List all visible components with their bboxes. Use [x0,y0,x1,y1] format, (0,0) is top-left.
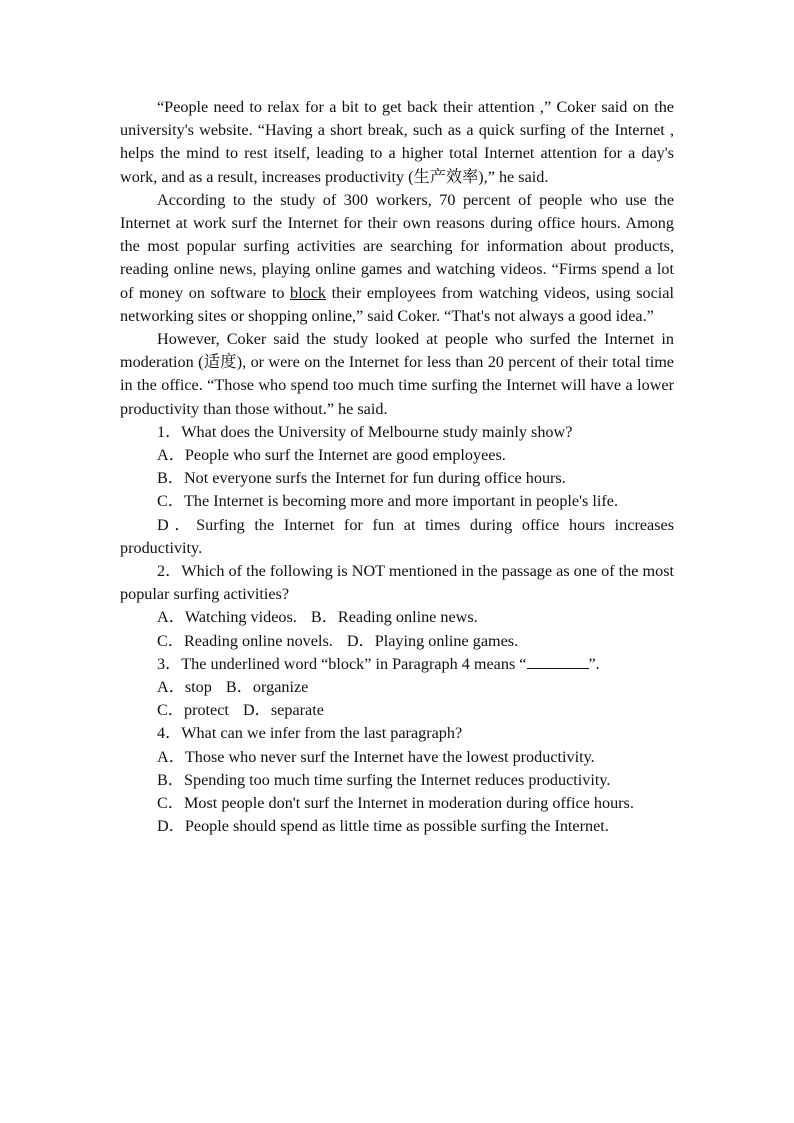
passage-paragraph-1: “People need to relax for a bit to get back their attention ,” Coker said on the university's website. “Having a short break, such as a quick surfing of the Internet , helps the mind to rest itself, leading to a higher total Internet attention for a day's work, and as a result, increases productivity (生产效率),” he said. [120,98,674,186]
question-3-stem-end: ”. [588,654,600,673]
paragraph-2-text-start: According to the study of 300 workers, 70 percent of people who use the Internet at work surf the Internet for their own reasons during office hours. Among the most popular surfing activities are searching for information about products, reading online news, playing online games and watching videos. “Firms spend a lot of money on software to [120,190,674,302]
question-2-option-c: C．Reading online novels. [157,631,333,650]
question-3-options-row-1 [120,676,674,699]
question-1-option-b: B．Not everyone surfs the Internet for fun during office hours. [157,469,566,488]
question-2-options-row-2 [120,630,674,653]
question-2-options-row-1 [120,606,674,629]
question-4-option-d: D．People should spend as little time as possible surfing the Internet. [157,817,609,836]
document-page [120,96,674,839]
question-2-option-b: B．Reading online news. [310,608,478,627]
question-4-option-b: B．Spending too much time surfing the Internet reduces productivity. [157,770,611,789]
underlined-word-block: block [290,283,326,302]
question-4-option-c: C．Most people don't surf the Internet in moderation during office hours. [157,794,634,813]
question-1-option-c: C．The Internet is becoming more and more important in people's life. [157,492,618,511]
question-3-option-c: C．protect [157,701,229,720]
question-1-option-d: D．Surfing the Internet for fun at times during office hours increases productivity. [120,515,674,557]
question-4-stem: 4．What can we infer from the last paragraph? [157,724,463,743]
question-1-option-a: A．People who surf the Internet are good employees. [157,446,506,465]
paragraph-2-text-end: their employees from watching videos, using social networking sites or shopping online,” said Coker. “That's not always a good idea.” [120,283,674,325]
question-2-option-d: D．Playing online games. [346,631,519,650]
question-3-stem [120,653,674,676]
question-3-option-b: B．organize [225,678,309,697]
question-3-option-d: D．separate [242,701,324,720]
question-2-option-a: A．Watching videos. [157,608,297,627]
passage-paragraph-3: However, Coker said the study looked at people who surfed the Internet in moderation (适度), or were on the Internet for less than 20 percent of their total time in the office. “Those who spend too much time surfing the Internet will have a lower productivity than those without.” he said. [120,330,674,418]
question-1-stem: 1．What does the University of Melbourne study mainly show? [157,422,573,441]
answer-blank [527,654,589,669]
question-4-option-a: A．Those who never surf the Internet have the lowest productivity. [157,747,595,766]
question-3-options-row-2 [120,699,674,722]
question-2-stem: 2．Which of the following is NOT mentioned in the passage as one of the most popular surfing activities? [120,562,674,604]
question-3-stem-text: 3．The underlined word “block” in Paragraph 4 means “ [157,654,527,673]
passage-paragraph-2 [120,189,674,328]
question-3-option-a: A．stop [157,678,212,697]
